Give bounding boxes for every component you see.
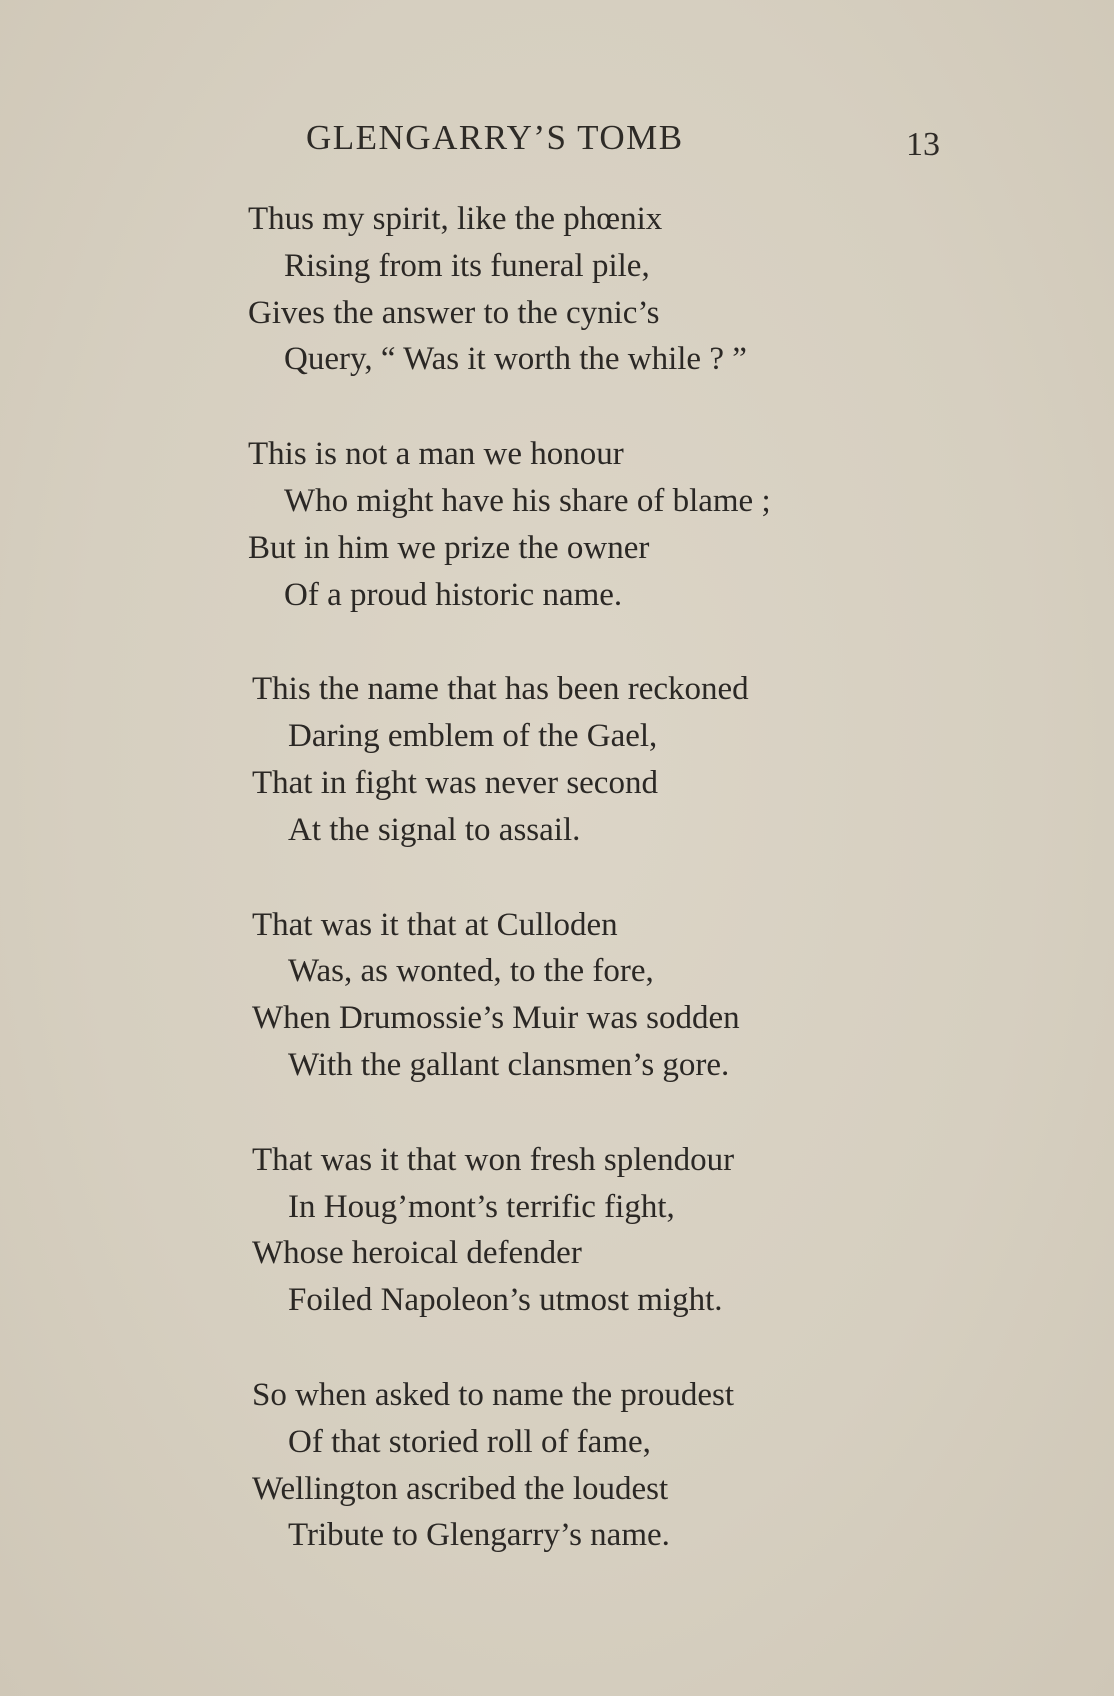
running-title: GLENGARRY’S TOMB (306, 118, 684, 157)
stanza (248, 196, 948, 383)
verse-line: Foiled Napoleon’s utmost might. (288, 1282, 723, 1319)
verse-line: Whose heroical defender (252, 1235, 582, 1272)
verse-line: That was it that won fresh splendour (252, 1141, 735, 1178)
verse-line: With the gallant clansmen’s gore. (288, 1046, 730, 1083)
verse-line: Was, as wonted, to the fore, (288, 953, 654, 990)
verse-line: Thus my spirit, like the phœnix (248, 201, 663, 237)
page-number: 13 (906, 126, 940, 163)
verse-line: At the signal to assail. (288, 811, 581, 848)
verse-line: Tribute to Glengarry’s name. (288, 1517, 670, 1554)
verse-line: Of a proud historic name. (284, 576, 623, 613)
stanza (252, 666, 948, 853)
verse-line: In Houg’mont’s terrific fight, (288, 1188, 675, 1225)
verse-line: Of that storied roll of fame, (288, 1423, 651, 1460)
stanza (252, 1137, 948, 1324)
verse-line: This the name that has been reckoned (252, 671, 749, 708)
verse-line: That in fight was never second (252, 764, 658, 801)
verse-line: Daring emblem of the Gael, (288, 718, 658, 755)
verse-line: Gives the answer to the cynic’s (248, 294, 660, 331)
stanza (252, 1372, 948, 1559)
verse-line: Wellington ascribed the loudest (252, 1470, 669, 1507)
verse-line: Query, “ Was it worth the while ? ” (284, 341, 747, 378)
stanza (248, 431, 948, 618)
verse-line: This is not a man we honour (248, 436, 624, 473)
stanza (252, 902, 948, 1089)
verse-line: Rising from its funeral pile, (284, 247, 650, 284)
verse-line: That was it that at Culloden (252, 906, 618, 943)
verse-line: So when asked to name the proudest (252, 1376, 735, 1413)
poem (248, 196, 948, 1607)
verse-line: But in him we prize the owner (248, 529, 650, 566)
verse-line: When Drumossie’s Muir was sodden (252, 1000, 740, 1037)
verse-line: Who might have his share of blame ; (284, 482, 771, 519)
